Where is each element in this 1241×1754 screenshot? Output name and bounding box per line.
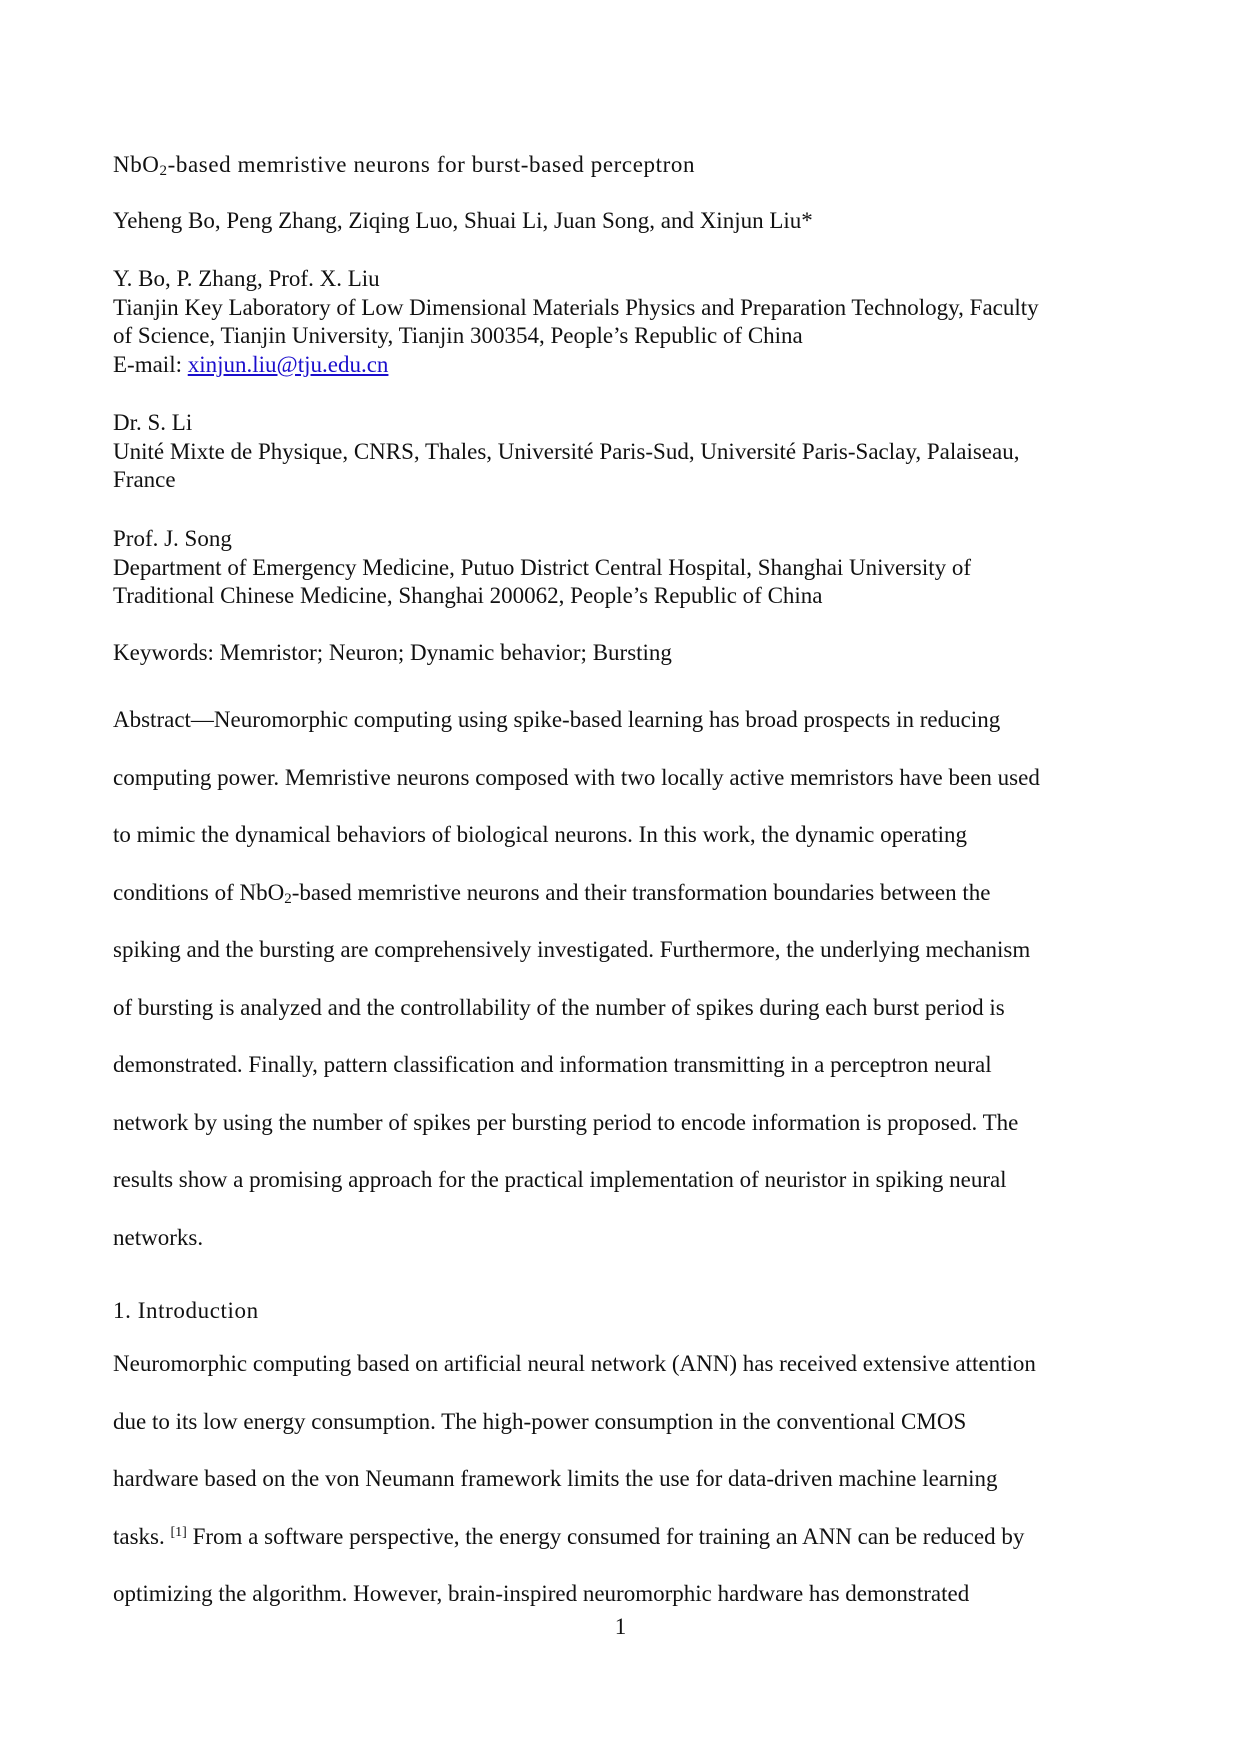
affiliation-names: Y. Bo, P. Zhang, Prof. X. Liu [113,266,380,291]
email-label: E-mail: [113,351,188,377]
body-text: tasks. [113,1523,171,1549]
citation-ref: [1] [170,1524,187,1540]
email-link[interactable]: xinjun.liu@tju.edu.cn [187,351,389,377]
page-number: 1 [614,1614,627,1639]
author-list: Yeheng Bo, Peng Zhang, Ziqing Luo, Shuai Li, Juan Song, and Xinjun Liu* [113,208,813,233]
affiliation-1 [113,265,1039,379]
affiliation-2 [113,409,1019,495]
paper-title [113,152,695,178]
body-line: due to its low energy consumption. The high-power consumption in the conventional CMOS [113,1408,967,1434]
introduction-body [113,1335,1133,1623]
body-line: optimizing the algorithm. However, brain-inspired neuromorphic hardware has demonstrated [113,1581,970,1606]
body-line: hardware based on the von Neumann framework limits the use for data-driven machine learning [113,1466,998,1491]
affiliation-line: Tianjin Key Laboratory of Low Dimensional Materials Physics and Preparation Technology, Faculty [113,294,1039,320]
affiliation-names: Dr. S. Li [113,410,193,435]
abstract-line: networks. [113,1224,204,1250]
affiliation-line: Traditional Chinese Medicine, Shanghai 200062, People’s Republic of China [113,583,823,608]
abstract-line [113,864,1133,922]
abstract-text: -based memristive neurons and their transformation boundaries between the [291,879,991,905]
abstract-line: to mimic the dynamical behaviors of biological neurons. In this work, the dynamic operating [113,822,967,847]
body-line [113,1508,1133,1566]
abstract-text: conditions of NbO [113,879,285,905]
title-text: NbO [113,152,160,177]
abstract-line: network by using the number of spikes per bursting period to encode information is proposed. The [113,1109,1019,1135]
affiliation-line: Department of Emergency Medicine, Putuo District Central Hospital, Shanghai University of [113,554,972,580]
abstract-line: spiking and the bursting are comprehensively investigated. Furthermore, the underlying mechanism [113,937,1031,962]
abstract [113,691,1133,1266]
abstract-line: results show a promising approach for the practical implementation of neuristor in spiking neural [113,1167,1007,1192]
abstract-subscript: 2 [284,890,292,907]
section-heading-introduction: 1. Introduction [113,1298,259,1323]
title-subscript: 2 [159,163,168,179]
keywords: Keywords: Memristor; Neuron; Dynamic behavior; Bursting [113,640,672,665]
abstract-line: computing power. Memristive neurons composed with two locally active memristors have been used [113,764,1040,790]
affiliation-names: Prof. J. Song [113,526,232,551]
abstract-line: Abstract—Neuromorphic computing using spike-based learning has broad prospects in reducing [113,707,1001,732]
affiliation-line: of Science, Tianjin University, Tianjin 300354, People’s Republic of China [113,323,803,348]
body-line: Neuromorphic computing based on artificial neural network (ANN) has received extensive attention [113,1351,1036,1376]
abstract-line: of bursting is analyzed and the controllability of the number of spikes during each burst period is [113,994,1005,1020]
affiliation-3 [113,525,971,611]
title-text-rest: -based memristive neurons for burst-based perceptron [167,152,696,177]
affiliation-line: France [113,467,176,492]
abstract-line: demonstrated. Finally, pattern classification and information transmitting in a perceptron neural [113,1052,992,1077]
email-line [113,351,1039,380]
body-text: From a software perspective, the energy consumed for training an ANN can be reduced by [186,1523,1025,1549]
affiliation-line: Unité Mixte de Physique, CNRS, Thales, Université Paris-Sud, Université Paris-Saclay, Palaiseau, [113,438,1020,464]
